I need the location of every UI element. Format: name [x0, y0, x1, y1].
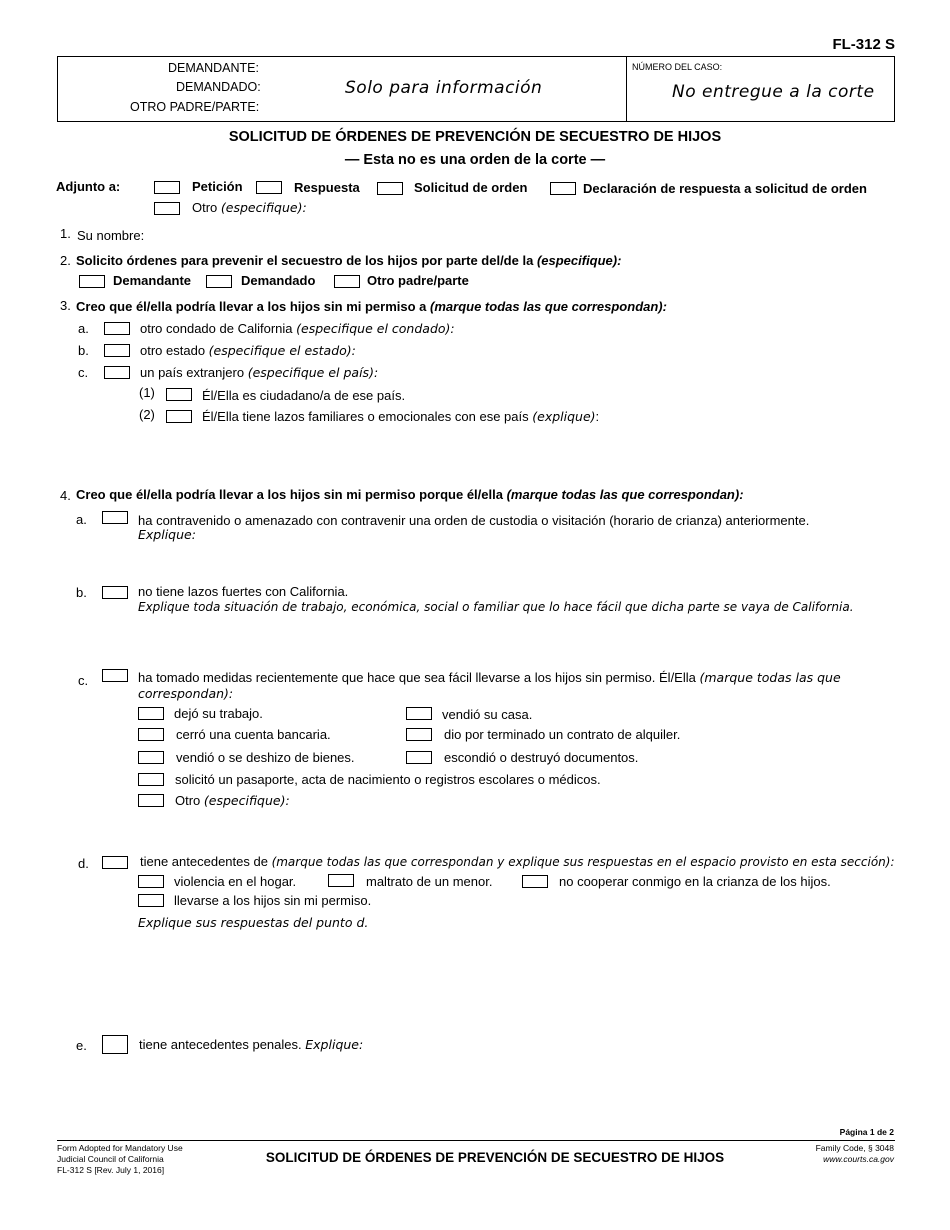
item3b-checkbox[interactable]	[104, 344, 130, 357]
item1-number: 1.	[60, 226, 71, 241]
item3c2-number: (2)	[139, 407, 155, 422]
attached-other-checkbox[interactable]	[154, 202, 180, 215]
item3b-specify: (especifique el estado):	[208, 343, 356, 358]
item4c-ended-lease-checkbox[interactable]	[406, 728, 432, 741]
item4c-closed-bank-checkbox[interactable]	[138, 728, 164, 741]
item4d-label	[140, 854, 895, 869]
item4c-ended-lease-label: dio por terminado un contrato de alquiler.	[444, 727, 681, 742]
item3c-checkbox[interactable]	[104, 366, 130, 379]
item2-petitioner-checkbox[interactable]	[79, 275, 105, 288]
item4d-taking-label: llevarse a los hijos sin mi permiso.	[174, 893, 372, 908]
info-only-stamp: Solo para información	[345, 78, 543, 98]
item4c-sold-assets-checkbox[interactable]	[138, 751, 164, 764]
item2-other-parent-checkbox[interactable]	[334, 275, 360, 288]
item4d-dv-label: violencia en el hogar.	[174, 874, 297, 889]
item3c1-text: Él/Ella es ciudadano/a de ese país.	[202, 388, 406, 403]
item4d-letter: d.	[78, 856, 89, 871]
footer-rule	[57, 1140, 895, 1141]
form-number: FL-312 S	[832, 36, 895, 53]
item4d-abuse-label: maltrato de un menor.	[366, 874, 493, 889]
item4d-taking-checkbox[interactable]	[138, 894, 164, 907]
item4c-label	[138, 670, 841, 685]
attached-response-label: Respuesta	[294, 180, 360, 195]
item4c-mark1: (marque todas las que	[699, 670, 841, 685]
item3a-label	[140, 321, 455, 336]
item4c-other-label	[175, 793, 290, 808]
item4-label-text: Creo que él/ella podría llevar a los hijos sin mi permiso porque él/ella	[76, 487, 503, 502]
item3c2-explain: (explique)	[532, 409, 596, 424]
item4c-other-text: Otro	[175, 793, 201, 808]
attached-request-order-label: Solicitud de orden	[414, 180, 528, 195]
item4e-letter: e.	[76, 1038, 87, 1053]
item4c-sold-assets-label: vendió o se deshizo de bienes.	[176, 750, 355, 765]
item3b-letter: b.	[78, 343, 89, 358]
attached-petition-label: Petición	[192, 179, 243, 194]
footer-revision: FL-312 S [Rev. July 1, 2016]	[57, 1165, 165, 1175]
not-for-court-stamp: No entregue a la corte	[672, 82, 875, 102]
item4c-passport-label: solicitó un pasaporte, acta de nacimiento o registros escolares o médicos.	[175, 772, 601, 787]
item2-label-text: Solicito órdenes para prevenir el secuestro de los hijos por parte del/de la	[76, 253, 534, 268]
item2-other-parent-label: Otro padre/parte	[367, 273, 469, 288]
item4a-explain: Explique:	[138, 527, 196, 542]
item4c-mark2: correspondan):	[138, 686, 234, 701]
footer-council: Judicial Council of California	[57, 1154, 164, 1164]
item3b-text: otro estado	[140, 343, 206, 358]
item4d-noncoop-label: no cooperar conmigo en la crianza de los hijos.	[559, 874, 831, 889]
item4b-text: no tiene lazos fuertes con California.	[138, 584, 349, 599]
case-number-label: NÚMERO DEL CASO:	[632, 62, 723, 72]
other-party-label: OTRO PADRE/PARTE:	[130, 100, 260, 114]
item4b-letter: b.	[76, 585, 87, 600]
item4d-text: tiene antecedentes de	[140, 854, 268, 869]
item3a-letter: a.	[78, 321, 89, 336]
item2-label	[76, 253, 621, 268]
attached-label: Adjunto a:	[56, 179, 121, 194]
respondent-label: DEMANDADO:	[176, 80, 261, 94]
item4d-dv-checkbox[interactable]	[138, 875, 164, 888]
item4e-label	[139, 1037, 363, 1052]
form-title: SOLICITUD DE ÓRDENES DE PREVENCIÓN DE SECUESTRO DE HIJOS	[228, 129, 722, 145]
attached-petition-checkbox[interactable]	[154, 181, 180, 194]
item3c-letter: c.	[78, 365, 89, 380]
item4c-sold-home-label: vendió su casa.	[442, 707, 533, 722]
item4-mark-all: (marque todas las que correspondan):	[506, 487, 744, 502]
item3c1-number: (1)	[139, 385, 155, 400]
item4a-checkbox[interactable]	[102, 511, 128, 524]
item2-respondent-checkbox[interactable]	[206, 275, 232, 288]
form-subtitle: — Esta no es una orden de la corte —	[344, 152, 606, 168]
item4c-quit-job-checkbox[interactable]	[138, 707, 164, 720]
item4d-abuse-checkbox[interactable]	[328, 874, 354, 887]
item3c-specify: (especifique el país):	[247, 365, 379, 380]
item3a-specify: (especifique el condado):	[296, 321, 455, 336]
item2-respondent-label: Demandado	[241, 273, 316, 288]
item3c1-checkbox[interactable]	[166, 388, 192, 401]
item2-number: 2.	[60, 253, 71, 268]
item4c-passport-checkbox[interactable]	[138, 773, 164, 786]
item4d-noncoop-checkbox[interactable]	[522, 875, 548, 888]
item4c-hid-docs-checkbox[interactable]	[406, 751, 432, 764]
item3c2-text: Él/Ella tiene lazos familiares o emocionales con ese país	[202, 409, 529, 424]
item3c2-label	[202, 409, 599, 424]
attached-response-checkbox[interactable]	[256, 181, 282, 194]
item3c-label	[140, 365, 378, 380]
item4c-letter: c.	[78, 673, 89, 688]
item4d-checkbox[interactable]	[102, 856, 128, 869]
attached-other-label	[192, 200, 307, 215]
item4c-closed-bank-label: cerró una cuenta bancaria.	[176, 727, 331, 742]
item4a-text: ha contravenido o amenazado con contravenir una orden de custodia o visitación (horario de crianza) anteriormente.	[138, 513, 810, 528]
item3b-label	[140, 343, 356, 358]
item3-mark-all: (marque todas las que correspondan):	[430, 299, 667, 314]
item4b-explain: Explique toda situación de trabajo, económica, social o familiar que lo hace fácil que dicha parte se vaya de California.	[138, 600, 854, 614]
item2-petitioner-label: Demandante	[113, 273, 192, 288]
item4c-quit-job-label: dejó su trabajo.	[174, 706, 263, 721]
item4e-text: tiene antecedentes penales.	[139, 1037, 302, 1052]
footer-website[interactable]: www.courts.ca.gov	[823, 1154, 894, 1164]
item4a-letter: a.	[76, 512, 87, 527]
item4-number: 4.	[60, 488, 71, 503]
item4e-checkbox[interactable]	[102, 1035, 128, 1054]
caption-divider	[626, 57, 627, 121]
item4c-other-checkbox[interactable]	[138, 794, 164, 807]
item4c-hid-docs-label: escondió o destruyó documentos.	[444, 750, 639, 765]
attached-other-specify: (especifique):	[220, 200, 307, 215]
footer-title: SOLICITUD DE ÓRDENES DE PREVENCIÓN DE SECUESTRO DE HIJOS	[265, 1150, 725, 1165]
petitioner-label: DEMANDANTE:	[168, 61, 259, 75]
item3-label-text: Creo que él/ella podría llevar a los hijos sin mi permiso a	[76, 299, 427, 314]
item4c-checkbox[interactable]	[102, 669, 128, 682]
attached-declaration-checkbox[interactable]	[550, 182, 576, 195]
item3a-text: otro condado de California	[140, 321, 293, 336]
item4c-text: ha tomado medidas recientemente que hace que sea fácil llevarse a los hijos sin permiso. Él/Ella	[138, 670, 696, 685]
item3c-text: un país extranjero	[140, 365, 245, 380]
item3c2-colon: :	[595, 409, 600, 424]
footer-adopted: Form Adopted for Mandatory Use	[57, 1143, 183, 1153]
item4e-explain: Explique:	[305, 1037, 364, 1052]
item4d-mark: (marque todas las que correspondan y explique sus respuestas en el espacio provisto en esta sección):	[271, 855, 895, 869]
page-number: Página 1 de 2	[839, 1127, 894, 1137]
item4c-sold-home-checkbox[interactable]	[406, 707, 432, 720]
item4d-explain: Explique sus respuestas del punto d.	[138, 915, 369, 930]
footer-code: Family Code, § 3048	[815, 1143, 894, 1153]
attached-request-order-checkbox[interactable]	[377, 182, 403, 195]
item3-label	[76, 299, 667, 314]
item4c-other-specify: (especifique):	[203, 793, 290, 808]
attached-declaration-label: Declaración de respuesta a solicitud de orden	[583, 181, 867, 196]
item1-name-label: Su nombre:	[77, 228, 145, 243]
item3-number: 3.	[60, 298, 71, 313]
item4-label	[76, 487, 744, 502]
item3c2-checkbox[interactable]	[166, 410, 192, 423]
item2-specify: (especifique):	[536, 253, 622, 268]
item4b-checkbox[interactable]	[102, 586, 128, 599]
attached-other-text: Otro	[192, 200, 218, 215]
item3a-checkbox[interactable]	[104, 322, 130, 335]
